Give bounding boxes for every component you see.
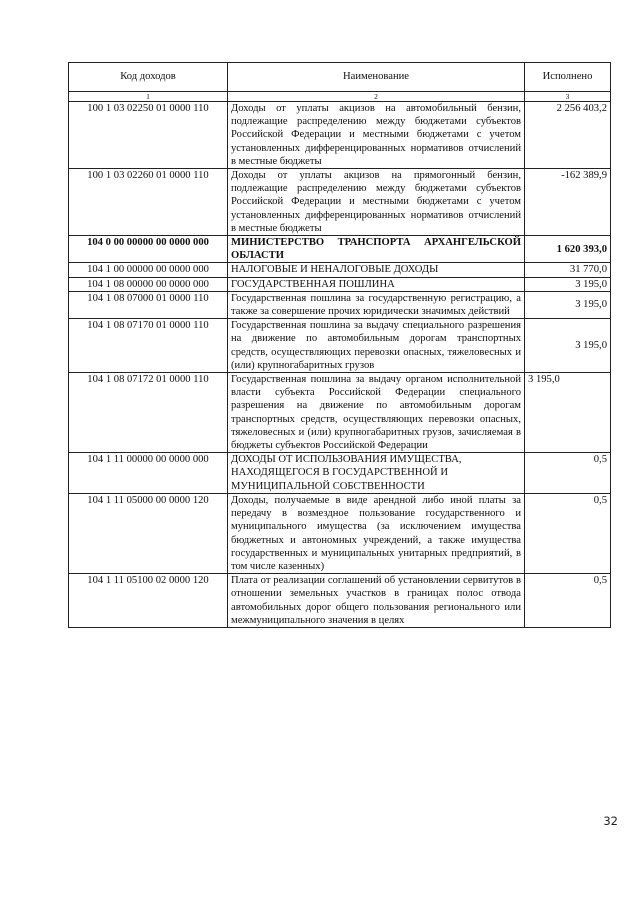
revenue-table [68,62,611,628]
row-value: 3 195,0 [525,277,611,291]
table-row [69,291,611,318]
row-code: 100 1 03 02260 01 0000 110 [69,169,228,236]
row-name: ДОХОДЫ ОТ ИСПОЛЬЗОВАНИЯ ИМУЩЕСТВА, НАХОДЯЩЕГОСЯ В ГОСУДАРСТВЕННОЙ И МУНИЦИПАЛЬНОЙ СОБСТВЕННОСТИ [228,453,525,494]
row-code: 104 1 08 07000 01 0000 110 [69,291,228,318]
row-value: 3 195,0 [525,291,611,318]
table-row [69,169,611,236]
row-code: 104 1 08 07172 01 0000 110 [69,373,228,453]
row-name: МИНИСТЕРСТВО ТРАНСПОРТА АРХАНГЕЛЬСКОЙ ОБЛАСТИ [228,236,525,263]
column-number: 3 [525,92,611,102]
row-value: 2 256 403,2 [525,102,611,169]
row-value: 31 770,0 [525,263,611,277]
row-value: 1 620 393,0 [525,236,611,263]
row-value: 0,5 [525,493,611,573]
page-number: 32 [603,814,618,828]
row-code: 104 1 08 00000 00 0000 000 [69,277,228,291]
row-name: Государственная пошлина за выдачу органом исполнительной власти субъекта Российской Федерации специального разрешения на движение по автомобильным дорогам транспортных средств, осуществляющих перевозки опасных, тяжеловесных и (или) крупногабаритных грузов, зачисляемая в бюджеты субъектов Российской Федерации [228,373,525,453]
table-row [69,453,611,494]
table-row [69,493,611,573]
table-row [69,277,611,291]
row-value: 3 195,0 [525,373,611,453]
header-row [69,63,611,92]
table-row [69,263,611,277]
row-code: 104 1 11 05000 00 0000 120 [69,493,228,573]
table-row [69,236,611,263]
row-name: Плата от реализации соглашений об установлении сервитутов в отношении земельных участков в границах полос отвода автомобильных дорог общего пользования регионального или межмуниципального значения в целях [228,574,525,628]
row-name: НАЛОГОВЫЕ И НЕНАЛОГОВЫЕ ДОХОДЫ [228,263,525,277]
table-row [69,319,611,373]
table-row [69,574,611,628]
row-name: Доходы от уплаты акцизов на прямогонный бензин, подлежащие распределению между бюджетами субъектов Российской Федерации и местными бюджетами с учетом установленных дифференцированных нормативов отчислений в местные бюджеты [228,169,525,236]
row-value: 0,5 [525,453,611,494]
row-code: 104 1 11 00000 00 0000 000 [69,453,228,494]
header-code: Код доходов [69,63,228,92]
row-name: Доходы от уплаты акцизов на автомобильный бензин, подлежащие распределению между бюджетами субъектов Российской Федерации и местными бюджетами с учетом установленных дифференцированных нормативов отчислений в местные бюджеты [228,102,525,169]
header-executed: Исполнено [525,63,611,92]
row-value: 0,5 [525,574,611,628]
row-code: 104 1 00 00000 00 0000 000 [69,263,228,277]
row-code: 104 1 11 05100 02 0000 120 [69,574,228,628]
row-code: 104 1 08 07170 01 0000 110 [69,319,228,373]
header-name: Наименование [228,63,525,92]
row-code: 104 0 00 00000 00 0000 000 [69,236,228,263]
row-name: Государственная пошлина за выдачу специального разрешения на движение по автомобильным дорогам транспортных средств, осуществляющих перевозки опасных, тяжеловесных и (или) крупногабаритных грузов [228,319,525,373]
row-name: ГОСУДАРСТВЕННАЯ ПОШЛИНА [228,277,525,291]
row-name: Государственная пошлина за государственную регистрацию, а также за совершение прочих юридически значимых действий [228,291,525,318]
row-name: Доходы, получаемые в виде арендной либо иной платы за передачу в возмездное пользование государственного и муниципального имущества (за исключением имущества бюджетных и автономных учреждений, а также имущества государственных и муниципальных унитарных предприятий, в том числе казенных) [228,493,525,573]
row-value: -162 389,9 [525,169,611,236]
column-number: 2 [228,92,525,102]
column-number-row [69,92,611,102]
table-row [69,102,611,169]
column-number: 1 [69,92,228,102]
row-code: 100 1 03 02250 01 0000 110 [69,102,228,169]
row-value: 3 195,0 [525,319,611,373]
table-row [69,373,611,453]
